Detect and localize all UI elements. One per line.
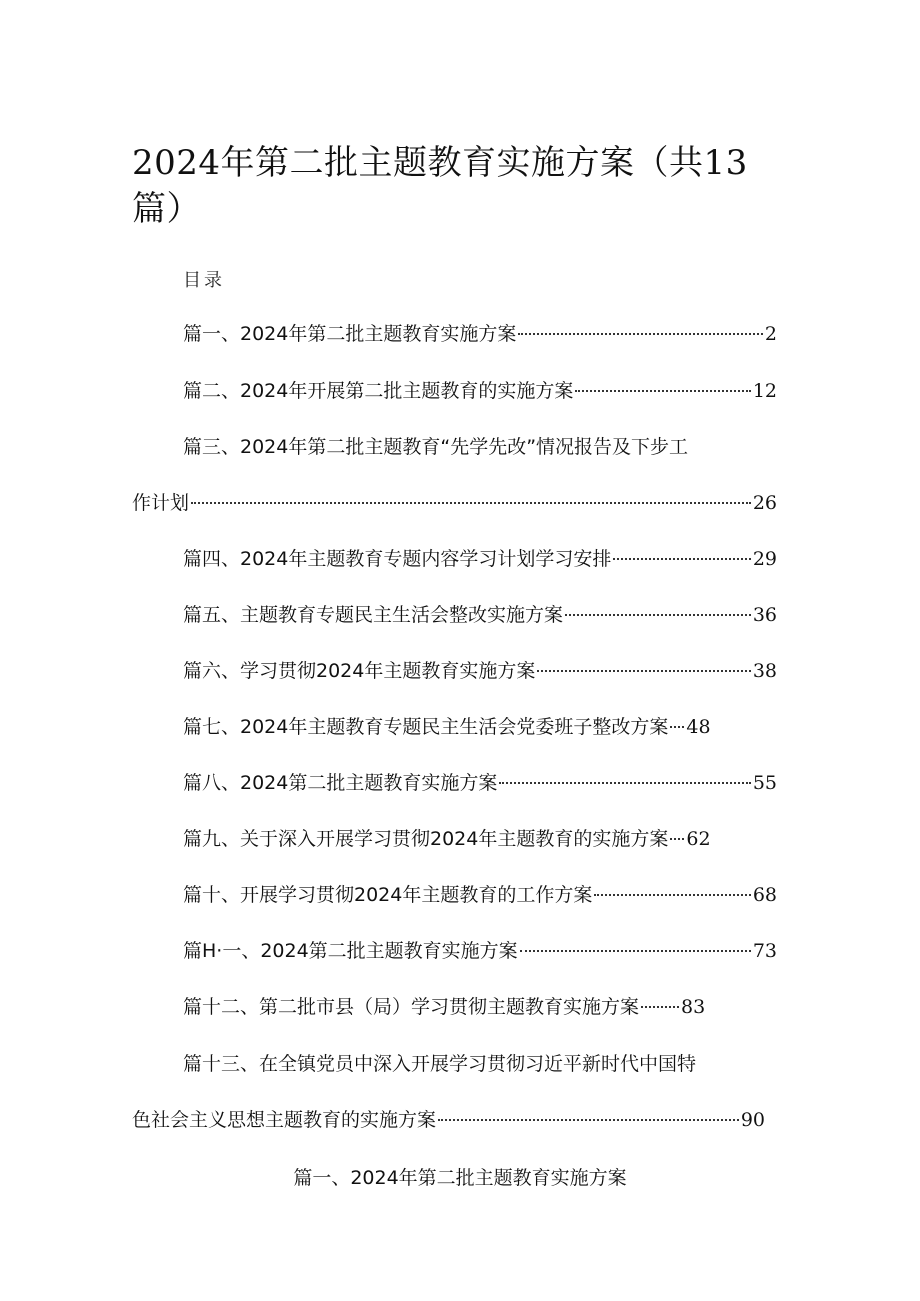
toc-entry[interactable] [183,320,777,348]
toc-entry[interactable] [183,881,777,909]
toc-entry-label: 色社会主义思想主题教育的实施方案 [132,1109,437,1131]
toc-entry[interactable] [132,489,777,517]
toc-entry[interactable] [183,825,711,853]
toc-entry-page: 55 [752,772,777,794]
toc-entry-label: 篇七、2024年主题教育专题民主生活会党委班子整改方案 [183,716,669,738]
toc-entry-page: 48 [686,716,711,738]
section-heading: 篇一、2024年第二批主题教育实施方案 [293,1167,627,1189]
toc-entry-page: 73 [752,940,777,962]
toc-entry-page: 62 [686,828,711,850]
toc-entry[interactable] [183,713,711,741]
toc-entry[interactable] [183,377,777,405]
toc-entry-label: 篇十、开展学习贯彻2024年主题教育的工作方案 [183,884,593,906]
toc-entry-page: 38 [752,660,777,682]
toc-entry-page: 12 [752,380,777,402]
toc-entry-label: 篇二、2024年开展第二批主题教育的实施方案 [183,380,574,402]
dot-leader [520,950,751,952]
toc-entry[interactable] [183,657,777,685]
dot-leader [537,670,750,672]
toc-entry-page: 29 [752,548,777,570]
dot-leader [613,558,750,560]
dot-leader [565,614,751,616]
dot-leader [499,782,750,784]
toc-entry-label: 篇六、学习贯彻2024年主题教育实施方案 [183,660,536,682]
dot-leader [191,502,751,504]
toc-entry-label: 篇九、关于深入开展学习贯彻2024年主题教育的实施方案 [183,828,669,850]
toc-heading: 目录 [183,270,225,291]
toc-entry[interactable] [183,769,777,797]
toc-entry-label: 篇五、主题教育专题民主生活会整改实施方案 [183,604,564,626]
toc-entry-label: 作计划 [132,492,190,514]
toc-entry-page: 26 [752,492,777,514]
dot-leader [670,726,684,728]
dot-leader [438,1119,739,1121]
toc-entry-label: 篇一、2024年第二批主题教育实施方案 [183,323,517,345]
toc-entry-first-line[interactable]: 篇十三、在全镇党员中深入开展学习贯彻习近平新时代中国特 [183,1053,697,1075]
toc-entry[interactable] [183,937,777,965]
toc-entry-label: 篇十二、第二批市县（局）学习贯彻主题教育实施方案 [183,996,640,1018]
toc-entry-page: 90 [740,1109,765,1131]
toc-entry-page: 68 [752,884,777,906]
dot-leader [670,838,684,840]
toc-entry[interactable] [183,545,777,573]
toc-entry-label: 篇八、2024第二批主题教育实施方案 [183,772,498,794]
toc-entry-label: 篇四、2024年主题教育专题内容学习计划学习安排 [183,548,612,570]
document-title: 2024年第二批主题教育实施方案（共13篇） [132,143,748,229]
dot-leader [594,894,750,896]
toc-entry-page: 83 [681,996,706,1018]
dot-leader [575,390,750,392]
toc-entry-first-line[interactable]: 篇三、2024年第二批主题教育“先学先改”情况报告及下步工 [183,436,689,458]
dot-leader [518,333,763,335]
toc-entry-page: 2 [764,323,777,345]
dot-leader [641,1006,679,1008]
toc-entry-label: 篇H·一、2024第二批主题教育实施方案 [183,940,518,962]
toc-entry[interactable] [132,1106,765,1134]
toc-entry[interactable] [183,993,705,1021]
toc-entry-page: 36 [752,604,777,626]
toc-entry[interactable] [183,601,777,629]
